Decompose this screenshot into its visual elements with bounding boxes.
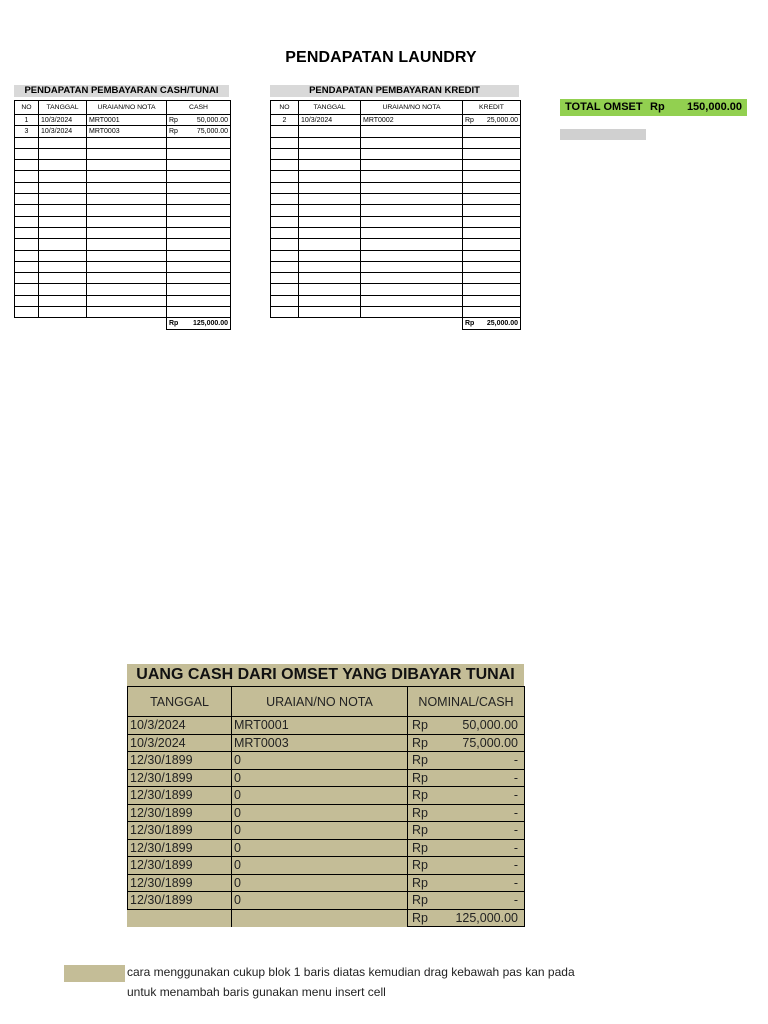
cell-no: 1 xyxy=(15,115,39,126)
column-header-uraian: URAIAN/NO NOTA xyxy=(232,687,408,717)
empty-cell xyxy=(15,160,39,171)
empty-ledger-row xyxy=(15,250,231,261)
empty-cell xyxy=(87,182,167,193)
empty-cell xyxy=(39,227,87,238)
empty-cell xyxy=(271,137,299,148)
empty-ledger-row xyxy=(271,250,521,261)
note-line-2: untuk menambah baris gunakan menu insert cell xyxy=(127,985,386,999)
cell-tanggal: 12/30/1899 xyxy=(128,787,232,805)
empty-cell xyxy=(167,194,231,205)
empty-cell xyxy=(271,261,299,272)
cell-amount xyxy=(463,115,521,126)
empty-ledger-row xyxy=(271,182,521,193)
cell-tanggal: 12/30/1899 xyxy=(128,822,232,840)
empty-cell xyxy=(361,250,463,261)
cell-nominal xyxy=(408,857,525,875)
cash-section-heading: PENDAPATAN PEMBAYARAN CASH/TUNAI xyxy=(14,85,229,97)
total-omset-cell xyxy=(560,99,747,116)
empty-cell xyxy=(15,295,39,306)
blank-cell xyxy=(39,318,87,329)
empty-ledger-row xyxy=(15,160,231,171)
empty-ledger-row xyxy=(271,227,521,238)
empty-cell xyxy=(39,171,87,182)
empty-cell xyxy=(271,216,299,227)
gray-fill-cell xyxy=(560,129,646,140)
note-line-1: cara menggunakan cukup blok 1 baris diatas kemudian drag kebawah pas kan pada xyxy=(127,965,575,979)
empty-ledger-row xyxy=(15,194,231,205)
empty-cell xyxy=(463,307,521,318)
empty-cell xyxy=(299,126,361,137)
empty-cell xyxy=(167,205,231,216)
empty-cell xyxy=(361,148,463,159)
empty-ledger-row xyxy=(15,137,231,148)
cell-uraian: MRT0002 xyxy=(361,115,463,126)
empty-ledger-row xyxy=(271,261,521,272)
credit-ledger-table xyxy=(270,100,521,330)
column-header-cash: CASH xyxy=(167,101,231,115)
credit-section-heading: PENDAPATAN PEMBAYARAN KREDIT xyxy=(270,85,519,97)
empty-cell xyxy=(463,261,521,272)
empty-ledger-row xyxy=(15,273,231,284)
empty-cell xyxy=(167,171,231,182)
empty-cell xyxy=(167,239,231,250)
currency-label: Rp xyxy=(412,753,428,768)
cash-summary-row xyxy=(128,857,525,875)
cell-tanggal: 10/3/2024 xyxy=(128,734,232,752)
empty-cell xyxy=(271,205,299,216)
blank-cell xyxy=(361,318,463,329)
empty-cell xyxy=(271,126,299,137)
empty-cell xyxy=(87,307,167,318)
empty-cell xyxy=(167,295,231,306)
empty-ledger-row xyxy=(271,273,521,284)
column-header-kredit: KREDIT xyxy=(463,101,521,115)
total-omset-value: 150,000.00 xyxy=(686,101,742,113)
empty-cell xyxy=(361,205,463,216)
cell-uraian: 0 xyxy=(232,822,408,840)
empty-ledger-row xyxy=(15,216,231,227)
cash-summary-row xyxy=(128,874,525,892)
empty-cell xyxy=(299,216,361,227)
empty-cell xyxy=(361,261,463,272)
empty-ledger-row xyxy=(271,307,521,318)
empty-cell xyxy=(87,194,167,205)
currency-label: Rp xyxy=(169,319,179,327)
blank-cell xyxy=(232,909,408,927)
empty-cell xyxy=(87,205,167,216)
note-color-swatch xyxy=(64,965,125,982)
empty-cell xyxy=(271,250,299,261)
empty-cell xyxy=(361,273,463,284)
currency-label: Rp xyxy=(412,770,428,785)
cell-nominal xyxy=(408,787,525,805)
empty-cell xyxy=(39,239,87,250)
empty-cell xyxy=(39,295,87,306)
currency-label: Rp xyxy=(169,116,178,124)
empty-cell xyxy=(39,137,87,148)
empty-cell xyxy=(463,171,521,182)
empty-cell xyxy=(15,171,39,182)
blank-cell xyxy=(299,318,361,329)
currency-label: Rp xyxy=(465,319,475,327)
empty-ledger-row xyxy=(271,148,521,159)
empty-cell xyxy=(463,273,521,284)
empty-ledger-row xyxy=(271,295,521,306)
empty-cell xyxy=(167,273,231,284)
column-header-tanggal: TANGGAL xyxy=(39,101,87,115)
empty-cell xyxy=(299,261,361,272)
empty-ledger-row xyxy=(15,182,231,193)
empty-cell xyxy=(167,284,231,295)
cell-no: 3 xyxy=(15,126,39,137)
cell-tanggal: 10/3/2024 xyxy=(39,126,87,137)
amount-value: 50,000.00 xyxy=(196,116,228,124)
column-header-no: NO xyxy=(271,101,299,115)
empty-cell xyxy=(15,148,39,159)
cell-nominal xyxy=(408,717,525,735)
amount-value: 75,000.00 xyxy=(462,735,518,750)
currency-label: Rp xyxy=(412,718,428,733)
empty-ledger-row xyxy=(15,171,231,182)
empty-cell xyxy=(39,182,87,193)
empty-cell xyxy=(463,126,521,137)
cell-uraian: MRT0001 xyxy=(232,717,408,735)
empty-cell xyxy=(87,160,167,171)
empty-cell xyxy=(361,227,463,238)
total-value: 25,000.00 xyxy=(486,319,518,327)
empty-ledger-row xyxy=(271,126,521,137)
ledger-total-cell xyxy=(167,318,231,329)
empty-cell xyxy=(299,194,361,205)
empty-cell xyxy=(463,205,521,216)
cash-summary-title: UANG CASH DARI OMSET YANG DIBAYAR TUNAI xyxy=(127,664,524,686)
cell-tanggal: 12/30/1899 xyxy=(128,804,232,822)
empty-cell xyxy=(15,239,39,250)
ledger-total-row xyxy=(15,318,231,329)
empty-cell xyxy=(271,148,299,159)
ledger-total-cell xyxy=(463,318,521,329)
currency-label: Rp xyxy=(412,735,428,750)
empty-cell xyxy=(167,261,231,272)
empty-cell xyxy=(361,239,463,250)
cell-nominal xyxy=(408,769,525,787)
amount-value: - xyxy=(513,875,518,890)
empty-cell xyxy=(299,160,361,171)
cell-tanggal: 10/3/2024 xyxy=(39,115,87,126)
column-header-uraian: URAIAN/NO NOTA xyxy=(361,101,463,115)
empty-cell xyxy=(39,273,87,284)
empty-ledger-row xyxy=(15,261,231,272)
empty-cell xyxy=(87,137,167,148)
empty-cell xyxy=(87,239,167,250)
currency-label: Rp xyxy=(412,788,428,803)
empty-cell xyxy=(361,182,463,193)
currency-label: Rp xyxy=(412,805,428,820)
cell-tanggal: 12/30/1899 xyxy=(128,892,232,910)
empty-ledger-row xyxy=(15,307,231,318)
empty-cell xyxy=(361,126,463,137)
empty-cell xyxy=(87,261,167,272)
empty-cell xyxy=(299,182,361,193)
empty-cell xyxy=(463,148,521,159)
column-header-no: NO xyxy=(15,101,39,115)
ledger-total-row xyxy=(271,318,521,329)
empty-cell xyxy=(299,171,361,182)
cash-summary-row xyxy=(128,822,525,840)
cell-nominal xyxy=(408,804,525,822)
cell-uraian: MRT0001 xyxy=(87,115,167,126)
empty-cell xyxy=(167,160,231,171)
empty-cell xyxy=(39,250,87,261)
empty-cell xyxy=(271,307,299,318)
amount-value: 75,000.00 xyxy=(196,127,228,135)
cash-summary-row xyxy=(128,734,525,752)
cash-summary-row xyxy=(128,892,525,910)
empty-cell xyxy=(271,160,299,171)
currency-label: Rp xyxy=(412,893,428,908)
cell-tanggal: 10/3/2024 xyxy=(299,115,361,126)
empty-cell xyxy=(87,148,167,159)
empty-cell xyxy=(87,295,167,306)
empty-cell xyxy=(361,194,463,205)
empty-cell xyxy=(39,160,87,171)
blank-cell xyxy=(15,318,39,329)
cell-uraian: 0 xyxy=(232,839,408,857)
cell-nominal xyxy=(408,752,525,770)
cell-uraian: 0 xyxy=(232,752,408,770)
cell-tanggal: 12/30/1899 xyxy=(128,874,232,892)
cell-uraian: 0 xyxy=(232,787,408,805)
cash-summary-row xyxy=(128,752,525,770)
empty-cell xyxy=(463,239,521,250)
empty-cell xyxy=(271,194,299,205)
cell-nominal xyxy=(408,874,525,892)
amount-value: - xyxy=(513,805,518,820)
amount-value: - xyxy=(513,753,518,768)
empty-cell xyxy=(271,239,299,250)
currency-label: Rp xyxy=(412,840,428,855)
ledger-row xyxy=(15,126,231,137)
empty-ledger-row xyxy=(15,239,231,250)
total-value: 125,000.00 xyxy=(192,319,228,327)
empty-cell xyxy=(271,273,299,284)
amount-value: - xyxy=(513,823,518,838)
empty-cell xyxy=(299,307,361,318)
amount-value: 50,000.00 xyxy=(462,718,518,733)
column-header-tanggal: TANGGAL xyxy=(128,687,232,717)
empty-cell xyxy=(167,250,231,261)
empty-ledger-row xyxy=(271,216,521,227)
empty-ledger-row xyxy=(15,205,231,216)
amount-value: - xyxy=(513,893,518,908)
empty-cell xyxy=(15,273,39,284)
page-title: PENDAPATAN LAUNDRY xyxy=(285,49,477,66)
blank-cell xyxy=(128,909,232,927)
empty-cell xyxy=(361,295,463,306)
cell-nominal xyxy=(408,839,525,857)
cash-summary-total-cell xyxy=(408,909,525,927)
cell-tanggal: 12/30/1899 xyxy=(128,769,232,787)
empty-cell xyxy=(299,273,361,284)
empty-cell xyxy=(299,148,361,159)
empty-cell xyxy=(463,216,521,227)
empty-cell xyxy=(463,137,521,148)
empty-cell xyxy=(39,216,87,227)
empty-cell xyxy=(299,227,361,238)
column-header-tanggal: TANGGAL xyxy=(299,101,361,115)
ledger-row xyxy=(15,115,231,126)
empty-cell xyxy=(361,216,463,227)
empty-cell xyxy=(39,307,87,318)
empty-cell xyxy=(39,205,87,216)
empty-cell xyxy=(87,284,167,295)
cell-tanggal: 12/30/1899 xyxy=(128,857,232,875)
amount-value: - xyxy=(513,858,518,873)
empty-cell xyxy=(15,284,39,295)
cell-amount xyxy=(167,115,231,126)
currency-label: Rp xyxy=(412,875,428,890)
empty-cell xyxy=(87,273,167,284)
cash-summary-row xyxy=(128,717,525,735)
blank-cell xyxy=(87,318,167,329)
empty-cell xyxy=(167,216,231,227)
empty-ledger-row xyxy=(271,239,521,250)
empty-cell xyxy=(87,250,167,261)
empty-cell xyxy=(299,205,361,216)
empty-cell xyxy=(299,284,361,295)
cell-uraian: 0 xyxy=(232,857,408,875)
empty-cell xyxy=(15,137,39,148)
empty-cell xyxy=(463,250,521,261)
empty-ledger-row xyxy=(15,227,231,238)
currency-label: Rp xyxy=(412,910,428,925)
empty-cell xyxy=(167,137,231,148)
empty-ledger-row xyxy=(271,137,521,148)
empty-cell xyxy=(361,171,463,182)
empty-cell xyxy=(167,307,231,318)
empty-cell xyxy=(361,284,463,295)
cell-amount xyxy=(167,126,231,137)
empty-ledger-row xyxy=(271,205,521,216)
cash-summary-row xyxy=(128,839,525,857)
empty-cell xyxy=(299,295,361,306)
empty-cell xyxy=(39,261,87,272)
empty-cell xyxy=(271,295,299,306)
empty-cell xyxy=(271,227,299,238)
empty-cell xyxy=(87,171,167,182)
empty-cell xyxy=(15,250,39,261)
empty-ledger-row xyxy=(15,148,231,159)
cell-nominal xyxy=(408,734,525,752)
empty-cell xyxy=(361,137,463,148)
currency-label: Rp xyxy=(412,823,428,838)
empty-cell xyxy=(167,148,231,159)
cell-tanggal: 12/30/1899 xyxy=(128,752,232,770)
cell-nominal xyxy=(408,822,525,840)
total-value: 125,000.00 xyxy=(455,910,518,925)
cell-tanggal: 12/30/1899 xyxy=(128,839,232,857)
amount-value: - xyxy=(513,840,518,855)
empty-cell xyxy=(463,182,521,193)
empty-cell xyxy=(15,182,39,193)
empty-cell xyxy=(15,205,39,216)
empty-cell xyxy=(39,194,87,205)
empty-cell xyxy=(39,284,87,295)
empty-ledger-row xyxy=(271,194,521,205)
empty-ledger-row xyxy=(15,284,231,295)
empty-cell xyxy=(271,182,299,193)
cell-uraian: 0 xyxy=(232,769,408,787)
currency-label: Rp xyxy=(169,127,178,135)
empty-cell xyxy=(271,171,299,182)
cash-summary-table xyxy=(127,686,525,927)
blank-cell xyxy=(271,318,299,329)
empty-cell xyxy=(361,307,463,318)
empty-cell xyxy=(87,216,167,227)
empty-cell xyxy=(15,216,39,227)
cell-uraian: 0 xyxy=(232,892,408,910)
cell-uraian: MRT0003 xyxy=(87,126,167,137)
cell-no: 2 xyxy=(271,115,299,126)
ledger-row xyxy=(271,115,521,126)
empty-cell xyxy=(15,227,39,238)
empty-cell xyxy=(15,194,39,205)
empty-cell xyxy=(39,148,87,159)
empty-cell xyxy=(463,227,521,238)
empty-ledger-row xyxy=(271,171,521,182)
empty-ledger-row xyxy=(271,160,521,171)
cell-uraian: 0 xyxy=(232,874,408,892)
cell-uraian: 0 xyxy=(232,804,408,822)
empty-cell xyxy=(463,284,521,295)
column-header-uraian: URAIAN/NO NOTA xyxy=(87,101,167,115)
empty-ledger-row xyxy=(271,284,521,295)
amount-value: - xyxy=(513,770,518,785)
cell-tanggal: 10/3/2024 xyxy=(128,717,232,735)
empty-cell xyxy=(15,261,39,272)
empty-cell xyxy=(299,239,361,250)
empty-cell xyxy=(299,250,361,261)
empty-cell xyxy=(167,182,231,193)
cash-summary-total-row xyxy=(128,909,525,927)
empty-cell xyxy=(463,160,521,171)
amount-value: 25,000.00 xyxy=(486,116,518,124)
cell-uraian: MRT0003 xyxy=(232,734,408,752)
total-omset-currency: Rp xyxy=(650,101,665,113)
cash-summary-row xyxy=(128,804,525,822)
column-header-nominal: NOMINAL/CASH xyxy=(408,687,525,717)
currency-label: Rp xyxy=(465,116,474,124)
empty-cell xyxy=(15,307,39,318)
empty-cell xyxy=(271,284,299,295)
amount-value: - xyxy=(513,788,518,803)
empty-cell xyxy=(463,194,521,205)
empty-cell xyxy=(167,227,231,238)
cash-summary-row xyxy=(128,787,525,805)
currency-label: Rp xyxy=(412,858,428,873)
cell-nominal xyxy=(408,892,525,910)
empty-ledger-row xyxy=(15,295,231,306)
empty-cell xyxy=(463,295,521,306)
cash-ledger-table xyxy=(14,100,231,330)
empty-cell xyxy=(361,160,463,171)
total-omset-label: TOTAL OMSET xyxy=(565,101,643,113)
cash-summary-row xyxy=(128,769,525,787)
empty-cell xyxy=(87,227,167,238)
empty-cell xyxy=(299,137,361,148)
